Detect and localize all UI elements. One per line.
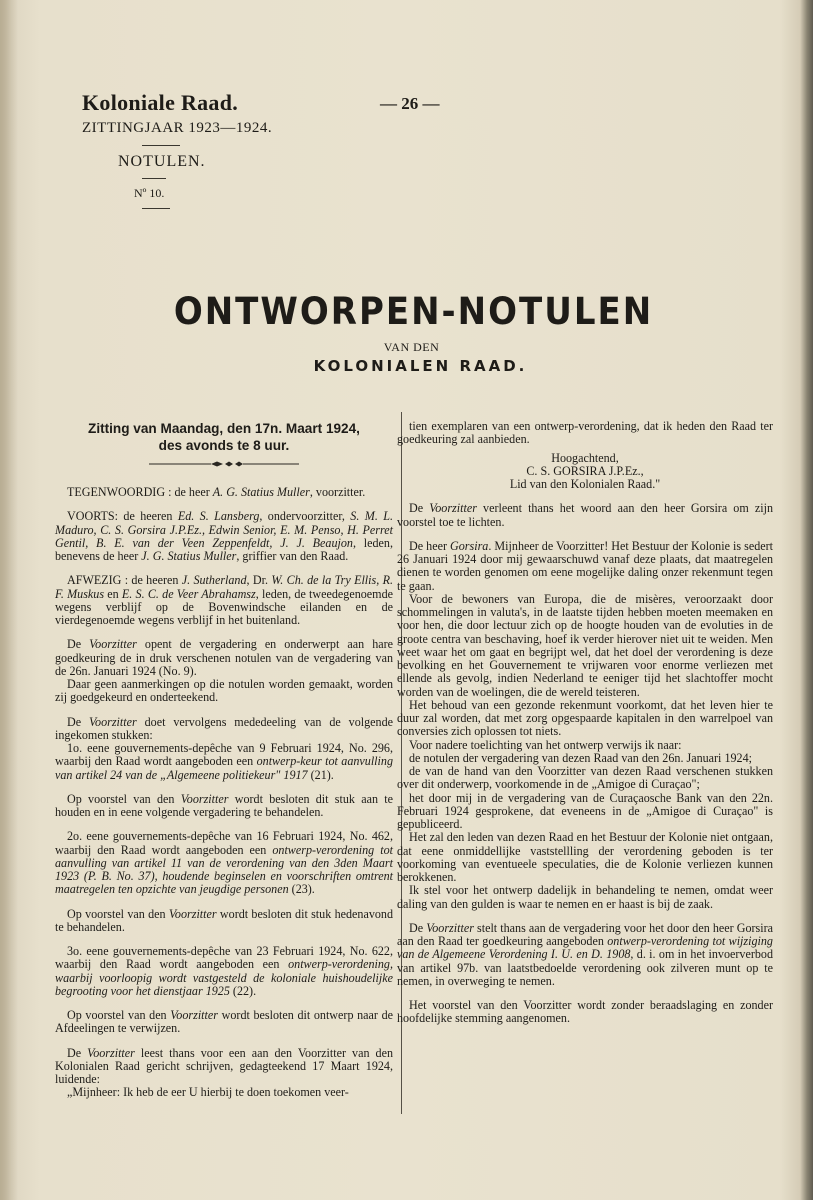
paragraph <box>55 830 393 896</box>
text-run: ontwerp-keur tot aanvulling van artikel 24 van de „Algemeene politiekeur" 1917 <box>55 754 394 782</box>
text-run: J. Sutherland <box>181 573 247 588</box>
text-run: De heer <box>409 538 451 553</box>
text-run: ontwerp-verordening tot wijziging van de Algemeene Verordening I. U. en D. 1908 <box>397 934 773 962</box>
ornament-divider-icon <box>149 460 299 468</box>
text-run: ontwerp-verordening, waarbij voorloopig wordt vastgesteld de koloniale huishoudelijke begrooting voor het dienstjaar 1925 <box>55 957 393 998</box>
paragraph <box>55 678 393 705</box>
header-block <box>82 90 272 137</box>
paragraph <box>397 831 773 884</box>
text-run: Het voorstel van den Voorzitter wordt zonder beraadslaging en zonder hoofdelijke stemming aangenomen. <box>397 998 773 1026</box>
paragraph <box>397 420 773 447</box>
text-run: Voorzitter <box>87 1045 135 1060</box>
notulen-label: NOTULEN. <box>118 153 206 170</box>
text-run: „Mijnheer: Ik heb de eer U hierbij te doen toekomen veer- <box>67 1085 349 1100</box>
signature-role: Lid van den Kolonialen Raad." <box>509 477 661 491</box>
issue-number: Nº 10. <box>134 186 165 200</box>
paragraph <box>55 908 393 935</box>
text-run: (22). <box>229 983 257 998</box>
text-run: Op voorstel van den <box>67 791 181 806</box>
paragraph <box>55 742 393 782</box>
text-run: Ed. S. Lansberg <box>177 509 260 524</box>
right-intro <box>397 420 773 447</box>
title-van-den: VAN DEN <box>383 340 440 354</box>
paragraph <box>397 765 773 792</box>
text-run: S. M. L. Maduro, C. S. Gorsira J.P.Ez., Edwin Senior, E. M. Penso, H. Perret Gentil, B. E. van der Veen Zeppenfeldt, J. J. Beaujon <box>55 509 393 550</box>
text-run: Op voorstel van den <box>67 1008 171 1022</box>
text-run: , ondervoorzitter, <box>259 509 351 524</box>
text-run: , Dr. <box>246 573 272 588</box>
signature-greeting: Hoogachtend, <box>551 450 619 465</box>
text-run: leest thans voor een aan den Voorzitter van den Kolonialen Raad gericht schrijven, gedagteekend 17 Maart 1924, luidende: <box>55 1045 393 1086</box>
session-line: Zitting van Maandag, den 17n. Maart 1924, <box>88 421 360 436</box>
text-run: A. G. Statius Muller <box>212 485 310 499</box>
paragraph <box>397 699 773 739</box>
text-run: Daar geen aanmerkingen op die notulen worden gemaakt, worden zij goedgekeurd en onderteekend. <box>55 677 393 705</box>
paragraph <box>397 752 773 765</box>
text-run: De <box>409 501 430 516</box>
text-run: de notulen der vergadering van dezen Raad van den 26n. Januari 1924; <box>409 750 752 765</box>
text-run: Voorzitter <box>180 791 229 806</box>
right-paragraphs <box>397 502 773 1025</box>
paragraph <box>397 999 773 1026</box>
paragraph <box>55 486 393 499</box>
text-run: de van de hand van den Voorzitter van dezen Raad verschenen stukken over dit onderwerp, voorkomende in de „Amigoe di Curaçao"; <box>397 764 773 792</box>
text-run: , d. i. om in het invoerverbod van artikel 97b. van laatstbedoelde verordening ook zilveren munt op te nemen, in overweging te nemen. <box>397 947 774 988</box>
text-run: doet vervolgens mededeeling van de volgende ingekomen stukken: <box>55 714 393 742</box>
text-run: opent de vergadering en onderwerpt aan hare goedkeuring de in druk verschenen notulen van de vergadering van de 26n. Januari 1924 (No. 9). <box>55 637 394 678</box>
paragraph <box>55 1009 393 1036</box>
main-title: ONTWORPEN-NOTULEN <box>173 290 654 334</box>
text-run: VOORTS: de heeren <box>67 509 178 524</box>
header-rule <box>142 145 180 146</box>
paragraph <box>397 502 773 529</box>
text-run: 1o. eene gouvernements-depêche van 9 Februari 1924, No. 296, waarbij den Raad wordt aangeboden een <box>55 741 393 769</box>
text-run: Voorzitter <box>168 906 217 921</box>
paragraph <box>397 884 773 911</box>
text-run: , griffier van den Raad. <box>236 549 349 563</box>
page-number: — 26 — <box>380 94 440 113</box>
paragraph <box>55 1086 393 1099</box>
text-run: Voor de bewoners van Europa, die de misères, veroorzaakt door schommelingen in valuta's, in de laatste tijden hebben moeten meemaken en voor hen, die door lectuur zich op de hoogte houden van de evoluties in de groote centra van beschaving, hoef ik verder hierover niet uit te weiden. Men weet waar het om gaat en begrijpt wel, dat het doel der verordening is deze bevolking en het Gouvernement te vrijwaren voor enorme verliezen met ellende als gevolg, indien Nederland te eeniger tijd het slachtoffer mocht worden van de woelingen, die de wereld teisteren. <box>397 591 773 699</box>
text-run: J. G. Statius Muller <box>141 549 237 563</box>
paragraph <box>55 1047 393 1087</box>
text-run: , leden, de tweedegenoemde wegens verblijf op de Bovenwindsche eilanden en de vierdegenoemde wegens verblijf in het buitenland. <box>55 586 393 627</box>
text-run: wordt besloten dit ontwerp naar de Afdeelingen te verwijzen. <box>55 1008 394 1036</box>
paragraph <box>55 945 393 998</box>
text-run: De <box>67 714 89 729</box>
text-run: Voorzitter <box>89 637 137 652</box>
text-run: 2o. eene gouvernements-depêche van 16 Februari 1924, No. 462, waarbij den Raad wordt aangeboden een <box>55 829 393 857</box>
text-run: TEGENWOORDIG : de heer <box>67 485 213 499</box>
text-run: Gorsira <box>450 538 489 553</box>
text-run: De <box>409 920 427 935</box>
paragraph <box>55 510 393 563</box>
text-run: Voorzitter <box>170 1008 218 1022</box>
left-paragraphs <box>55 486 393 1100</box>
paragraph <box>397 922 773 988</box>
session-year: ZITTINGJAAR 1923—1924. <box>82 120 273 136</box>
text-run: . Mijnheer de Voorzitter! Het Bestuur der Kolonie is sedert 26 Januari 1924 door mij gewaarschuwd vanaf deze plaats, dat maatregelen dienen te worden genomen om eene mogelijke daling onzer rekenmunt tegen te gaan. <box>397 538 773 593</box>
text-run: 3o. eene gouvernements-depêche van 23 Februari 1924, No. 622, waarbij den Raad wordt aangeboden een <box>55 944 393 972</box>
text-run: verleent thans het woord aan den heer Gorsira om zijn voorstel toe te lichten. <box>397 501 773 529</box>
text-run: , voorzitter. <box>309 485 366 499</box>
text-run: stelt thans aan de vergadering voor het door den heer Gorsira aan den Raad ter goedkeuring aangeboden <box>397 920 774 948</box>
text-run: en <box>104 586 122 601</box>
paragraph <box>397 593 773 699</box>
text-run: Voorzitter <box>89 714 137 729</box>
subtitle-kolonialen-raad: KOLONIALEN RAAD. <box>313 357 528 375</box>
text-run: Voor nadere toelichting van het ontwerp verwijs ik naar: <box>409 737 682 752</box>
text-run: E. S. C. de Veer Abrahamsz <box>121 586 256 601</box>
session-line: des avonds te 8 uur. <box>158 438 290 453</box>
text-run: wordt besloten dit stuk aan te houden en in eene volgende vergadering te behandelen. <box>55 791 393 819</box>
text-run: Ik stel voor het ontwerp dadelijk in behandeling te nemen, omdat weer daling van den gulden is waar te nemen en er haast is bij de zaak. <box>397 883 773 911</box>
text-run: Het zal den leden van dezen Raad en het Bestuur der Kolonie niet ontgaan, dat eene onmiddellijke vaststellling der verordening geboden is ter voorkoming van eventueele speculaties, die de Kolonie verliezen kunnen berokkenen. <box>397 830 773 884</box>
paragraph <box>55 716 393 743</box>
text-run: De <box>67 1045 88 1060</box>
text-run: het door mij in de vergadering van de Curaçaosche Bank van den 22n. Februari 1924 gesprokene, dat eveneens in de „Amigoe di Curaçao" is gepubliceerd. <box>397 790 773 831</box>
text-run: (21). <box>307 767 334 782</box>
paragraph <box>397 739 773 752</box>
text-run: W. Ch. de la Try Ellis, R. F. Muskus <box>55 573 394 601</box>
text-run: De <box>67 637 90 652</box>
paragraph <box>397 540 773 593</box>
text-run: Voorzitter <box>429 501 477 516</box>
paragraph <box>55 793 393 820</box>
text-run: AFWEZIG : de heeren <box>67 573 182 588</box>
paragraph <box>55 638 393 678</box>
signature-name: C. S. GORSIRA J.P.Ez., <box>526 463 644 478</box>
text-run: Op voorstel van den <box>67 906 169 921</box>
right-column <box>397 420 773 1026</box>
text-run: ontwerp-verordening tot aanvulling van artikel 11 van de verordening van den 3den Maart 1923 (P. B. No. 37), houdende beginselen en voorschriften omtrent maatregelen ten opzichte van jeugdige personen <box>55 842 393 897</box>
header-rule <box>142 178 166 179</box>
text-run: (23). <box>288 882 315 897</box>
text-run: Het behoud van een gezonde rekenmunt voorkomt, dat het leven hier te duur zal worden, dat met zorg opgespaarde kapitalen in den warrelpoel van conversies zich oplossen tot niets. <box>397 697 773 739</box>
left-column <box>55 420 393 1100</box>
council-title: Koloniale Raad. <box>82 90 239 115</box>
header-rule <box>142 208 170 209</box>
paragraph <box>55 574 393 627</box>
text-run: Voorzitter <box>426 920 474 935</box>
text-run: , leden, benevens de heer <box>55 535 393 563</box>
paragraph <box>397 792 773 832</box>
text-run: wordt besloten dit stuk hedenavond te behandelen. <box>55 906 394 934</box>
text-run: tien exemplaren van een ontwerp-verordening, dat ik heden den Raad ter goedkeuring zal aanbieden. <box>397 419 773 447</box>
